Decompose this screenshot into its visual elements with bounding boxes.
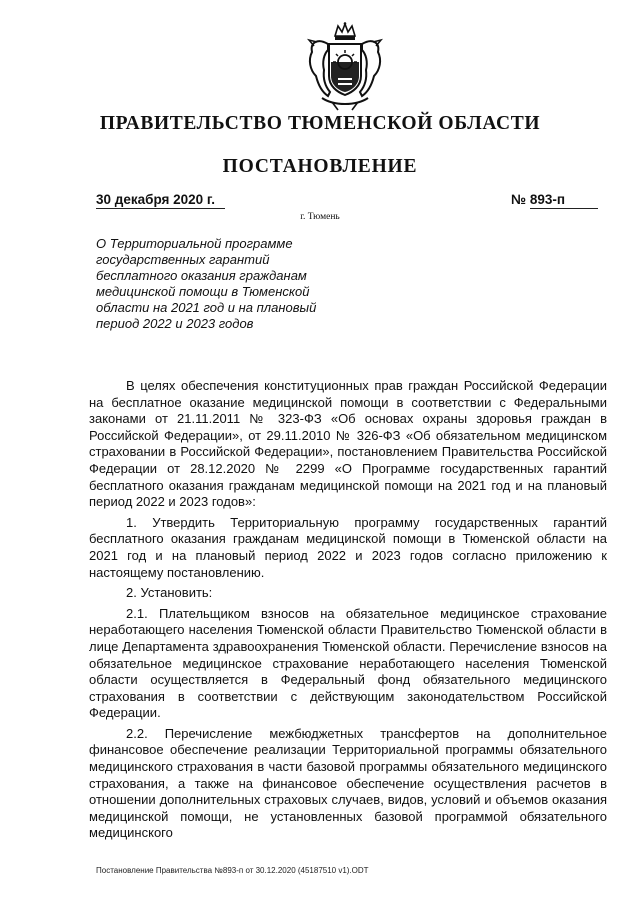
organization-title: ПРАВИТЕЛЬСТВО ТЮМЕНСКОЙ ОБЛАСТИ (99, 113, 541, 134)
paragraph-2-1: 2.1. Плательщиком взносов на обязательное медицинское страхование неработающего населения Тюменской области Правительство Тюменской области в лице Департамента здравоохранения Тюменской области. Перечисление взносов на обязательное медицинское страхование неработающего населения Тюменской области осуществляется в Федеральный фонд обязательного медицинского страхования в соответствии с действующим законодательством Российской Федерации. (89, 605, 607, 721)
city: г. Тюмень (300, 212, 340, 222)
paragraph-2-2: 2.2. Перечисление межбюджетных трансфертов на дополнительное финансовое обеспечение реализации Территориальной программы обязательного медицинского страхования в части базовой программы обязательного медицинского страхования, а также на финансовое обеспечение осуществления расчетов в отношении дополнительных страховых случаев, видов, условий и объемов оказания медицинской помощи, не установленных базовой программой обязательного медицинского (89, 725, 607, 841)
paragraph-2: 2. Установить: (126, 585, 213, 601)
paragraph-preamble: В целях обеспечения конституционных прав граждан Российской Федерации на бесплатное оказание медицинской помощи в соответствии с Федеральными законами от 21.11.2011 № 323-ФЗ «Об основах охраны здоровья граждан в Российской Федерации», от 29.11.2010 № 326-ФЗ «Об обязательном медицинском страховании в Российской Федерации», постановлением Правительства Российской Федерации от 28.12.2020 № 2299 «О Программе государственных гарантий бесплатного оказания гражданам медицинской помощи на 2021 год и на плановый период 2022 и 2023 годов»: (89, 378, 607, 510)
document-subject: О Территориальной программе государственных гарантий бесплатного оказания гражданам медицинской помощи в Тюменской области на 2021 год и на плановый период 2022 и 2023 годов (96, 236, 317, 331)
document-body (89, 378, 607, 846)
document-date: 30 декабря 2020 г. (96, 192, 225, 209)
number-value: 893-п (530, 192, 598, 209)
document-type: ПОСТАНОВЛЕНИЕ (222, 156, 418, 177)
number-label: № (511, 192, 527, 207)
paragraph-1: 1. Утвердить Территориальную программу государственных гарантий бесплатного оказания гражданам медицинской помощи в Тюменской области на 2021 год и на плановый период 2022 и 2023 годов согласно приложению к настоящему постановлению. (89, 514, 607, 580)
page-footer: Постановление Правительства №893-п от 30.12.2020 (45187510 v1).ODT (96, 866, 369, 875)
document-number (511, 192, 598, 209)
coat-of-arms-icon (298, 22, 392, 112)
